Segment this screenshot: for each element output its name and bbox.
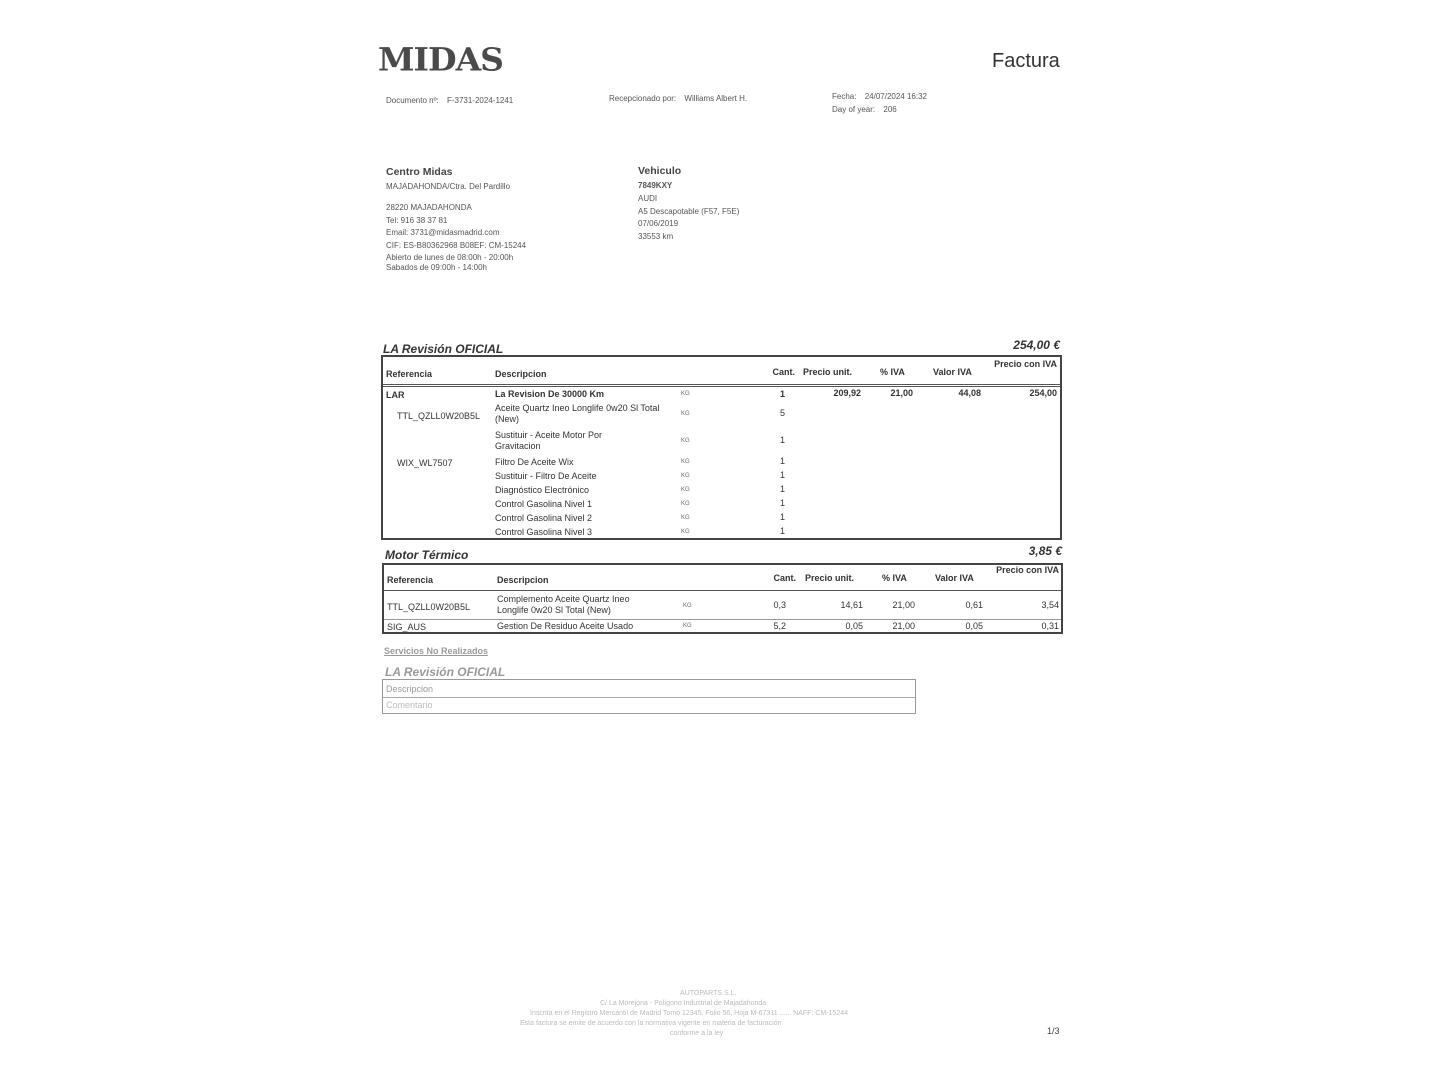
- row-desc: Complemento Aceite Quartz Ineo Longlife 0w20 Sl Total (New): [497, 594, 630, 616]
- center-info: [386, 166, 526, 274]
- row-code: KG: [681, 515, 690, 521]
- invoice-date: [832, 91, 927, 117]
- col-iva-val: Valor IVA: [933, 367, 972, 377]
- row-code: KG: [681, 529, 690, 535]
- row-qty: 1: [779, 389, 785, 399]
- row-code: KG: [681, 391, 690, 397]
- document-number: [386, 95, 513, 108]
- not-done-box: [382, 679, 916, 714]
- row-code: KG: [681, 473, 690, 479]
- row-qty: 1: [779, 456, 785, 466]
- center-hours-saturday: Sabados de 09:00h - 14:00h: [386, 263, 487, 273]
- col-desc: Descripcion: [497, 575, 549, 585]
- row-price: 254,00: [1029, 388, 1057, 398]
- not-done-divider: [383, 697, 915, 698]
- section1-table: [381, 355, 1062, 540]
- col-unit: Precio unit.: [803, 367, 853, 377]
- center-city: 28220 MAJADAHONDA: [386, 202, 472, 212]
- center-phone: Tel: 916 38 37 81: [386, 215, 448, 225]
- footer-line: Inscrita en el Registro Mercantil de Madrid Tomo 12345, Folio 56, Hoja M-67311 ...... NAFF: CM-15244: [530, 1010, 848, 1017]
- center-cif: CIF: ES-B80362968 B08EF: CM-15244: [386, 241, 527, 251]
- row-ref: SIG_AUS: [387, 622, 427, 632]
- row-unit: 14,61: [840, 600, 863, 610]
- row-price: 0,31: [1041, 621, 1059, 631]
- row-code: KG: [681, 487, 690, 493]
- row-ref: LAR: [386, 390, 405, 400]
- row-code: KG: [683, 623, 692, 629]
- vehicle-title: Vehiculo: [638, 165, 682, 177]
- date-value: 24/07/2024 16:32: [864, 92, 927, 101]
- section2-title: Motor Térmico: [385, 548, 469, 562]
- col-unit: Precio unit.: [805, 573, 855, 583]
- section2-table: [382, 563, 1063, 634]
- col-iva-pct: % IVA: [880, 367, 905, 377]
- row-qty: 1: [779, 435, 785, 445]
- page-number: 1/3: [1047, 1026, 1060, 1036]
- row-ref: TTL_QZLL0W20B5L: [397, 411, 481, 421]
- row-divider: [384, 619, 1061, 620]
- col-price-iva: Precio con IVA: [996, 565, 1059, 575]
- center-hours-weekday: Abierto de lunes de 08:00h - 20:00h: [386, 252, 514, 262]
- not-done-desc-label: Descripcion: [386, 684, 434, 694]
- row-code: KG: [681, 501, 690, 507]
- footer-line: Esta factura se emite de acuerdo con la normativa vigente en materia de facturación: [520, 1020, 782, 1027]
- col-qty: Cant.: [773, 573, 796, 583]
- document-number-label: Documento nº:: [386, 96, 439, 105]
- row-price: 3,54: [1041, 600, 1059, 610]
- day-label: Day of year:: [832, 104, 876, 114]
- center-email: Email: 3731@midasmadrid.com: [386, 228, 500, 238]
- row-desc: Control Gasolina Nivel 3: [495, 527, 593, 537]
- col-ref: Referencia: [386, 369, 433, 379]
- row-code: KG: [681, 438, 690, 444]
- not-done-label: Servicios No Realizados: [384, 646, 489, 656]
- row-qty: 5: [779, 408, 785, 418]
- vehicle-date: 07/06/2019: [638, 219, 679, 229]
- row-desc: Control Gasolina Nivel 2: [495, 513, 593, 523]
- footer-line: C/ La Morejona - Polígono Industrial de Majadahonda: [600, 1000, 767, 1007]
- received-by-label: Recepcionado por:: [609, 94, 677, 103]
- row-iva-pct: 21,00: [890, 388, 913, 398]
- row-desc: Control Gasolina Nivel 1: [495, 499, 593, 509]
- center-title: Centro Midas: [386, 166, 453, 178]
- header-divider: [383, 384, 1060, 385]
- row-unit: 0,05: [845, 621, 863, 631]
- row-qty: 1: [779, 526, 785, 536]
- row-qty: 1: [779, 498, 785, 508]
- vehicle-model: A5 Descapotable (F57, F5E): [638, 206, 740, 216]
- vehicle-km: 33553 km: [638, 232, 674, 242]
- row-qty: 5,2: [773, 621, 786, 631]
- not-done-comment-label: Comentario: [386, 700, 433, 710]
- row-ref: WIX_WL7507: [397, 458, 453, 468]
- section1-title: LA Revisión OFICIAL: [383, 342, 504, 356]
- row-code: KG: [681, 459, 690, 465]
- vehicle-make: AUDI: [638, 193, 658, 203]
- row-iva-pct: 21,00: [892, 600, 915, 610]
- row-ref: TTL_QZLL0W20B5L: [387, 602, 471, 612]
- col-desc: Descripcion: [495, 369, 547, 379]
- row-desc: Aceite Quartz Ineo Longlife 0w20 Sl Total (New): [495, 403, 660, 425]
- row-iva-val: 0,61: [965, 600, 983, 610]
- row-iva-pct: 21,00: [892, 621, 915, 631]
- row-desc: Gestion De Residuo Aceite Usado: [497, 621, 634, 631]
- footer-line: conforme a la ley: [670, 1030, 724, 1037]
- row-code: KG: [683, 603, 692, 609]
- row-unit: 209,92: [833, 388, 861, 398]
- col-iva-pct: % IVA: [882, 573, 907, 583]
- col-iva-val: Valor IVA: [935, 573, 974, 583]
- row-code: KG: [681, 411, 690, 417]
- received-by-value: Williams Albert H.: [684, 94, 748, 103]
- day-value: 206: [883, 104, 897, 114]
- section2-total: 3,85 €: [1028, 544, 1062, 558]
- midas-logo: MIDAS: [378, 40, 504, 79]
- row-qty: 0,3: [773, 600, 786, 610]
- not-done-title: LA Revisión OFICIAL: [385, 665, 506, 679]
- col-ref: Referencia: [387, 575, 434, 585]
- header-divider: [383, 386, 1060, 387]
- row-desc: La Revision De 30000 Km: [495, 389, 605, 399]
- col-qty: Cant.: [772, 367, 795, 377]
- row-desc: Filtro De Aceite Wix: [495, 457, 574, 467]
- row-qty: 1: [779, 512, 785, 522]
- document-type: Factura: [992, 50, 1060, 72]
- row-qty: 1: [779, 484, 785, 494]
- received-by: [609, 93, 747, 106]
- row-desc: Sustituir - Filtro De Aceite: [495, 471, 597, 481]
- document-number-value: F-3731-2024-1241: [446, 96, 514, 105]
- row-iva-val: 44,08: [958, 388, 981, 398]
- header-divider: [384, 590, 1061, 591]
- row-desc: Sustituir - Aceite Motor Por Gravitacion: [495, 430, 603, 452]
- row-desc: Diagnóstico Electrónico: [495, 485, 590, 495]
- row-qty: 1: [779, 470, 785, 480]
- col-price-iva: Precio con IVA: [994, 359, 1057, 369]
- date-label: Fecha:: [832, 92, 857, 101]
- vehicle-plate: 7849KXY: [638, 181, 673, 190]
- footer-line: AUTOPARTS S.L.: [680, 990, 737, 997]
- center-address: MAJADAHONDA/Ctra. Del Pardillo: [386, 182, 511, 191]
- section1-total: 254,00 €: [1013, 338, 1060, 352]
- row-iva-val: 0,05: [965, 621, 983, 631]
- vehicle-info: [638, 165, 739, 244]
